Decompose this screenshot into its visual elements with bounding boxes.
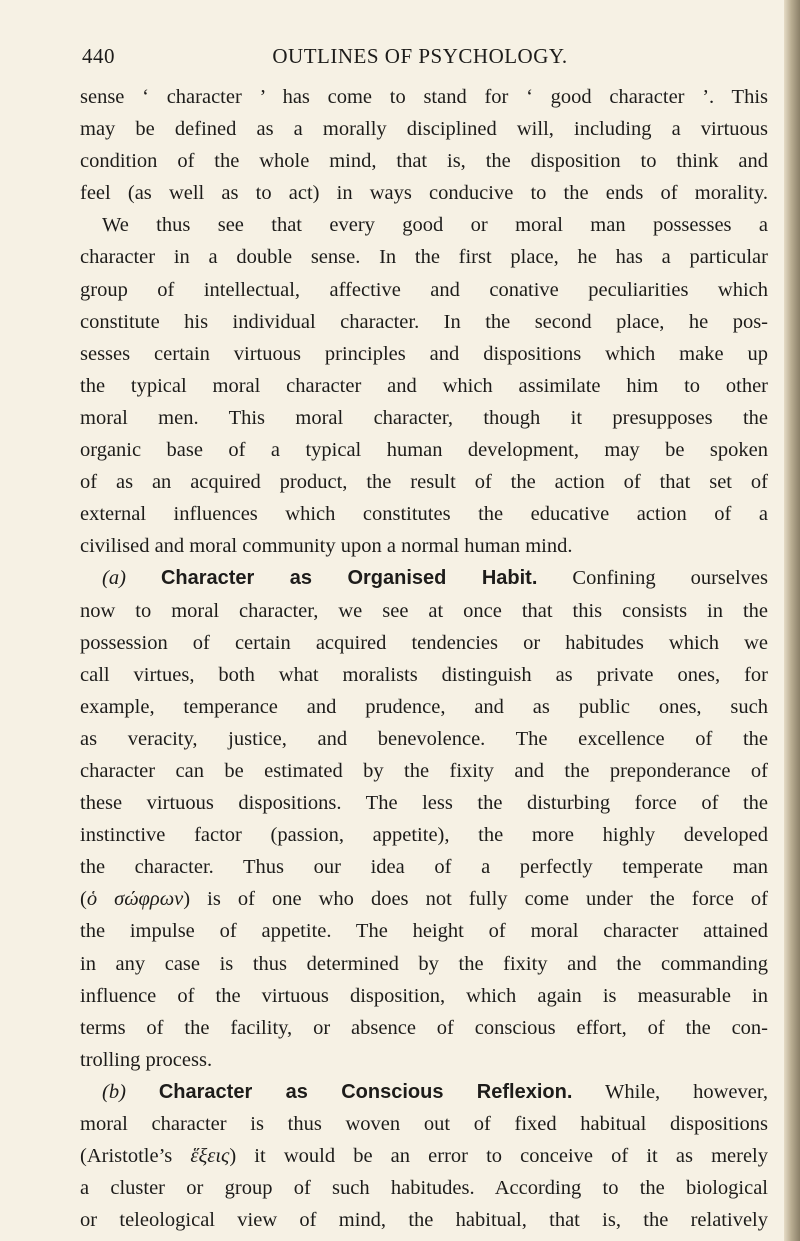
- text-line: civilised and moral community upon a normal human mind.: [80, 535, 573, 558]
- text-line: character in a double sense. In the first place, he has a particular: [80, 246, 768, 269]
- text-line: in any case is thus determined by the fixity and the commanding: [80, 952, 768, 975]
- text-line: constitute his individual character. In the second place, he pos-: [80, 310, 768, 333]
- text-line: these virtuous dispositions. The less the disturbing force of the: [80, 792, 768, 815]
- text-line: sesses certain virtuous principles and dispositions which make up: [80, 342, 768, 365]
- section-text-a: Confining ourselves: [572, 567, 769, 590]
- running-head: OUTLINES OF PSYCHOLOGY.: [272, 44, 568, 68]
- greek-line: [80, 883, 768, 915]
- greek-word: ὁ σώφρων: [86, 888, 184, 911]
- text-line: condition of the whole mind, that is, the disposition to think and: [80, 150, 768, 173]
- text-line: sense ‘ character ’ has come to stand for ‘ good character ’. This: [80, 86, 768, 108]
- page-edge-shadow: [784, 0, 800, 1241]
- text-line: feel (as well as to act) in ways conducive to the ends of morality.: [80, 182, 768, 205]
- text-line: a cluster or group of such habitudes. According to the biological: [80, 1177, 768, 1200]
- text-line: may be defined as a morally disciplined will, including a virtuous: [80, 118, 768, 141]
- text-line: or teleological view of mind, the habitual, that is, the relatively: [80, 1209, 768, 1232]
- greek-line-after: ) is of one who does not fully come under the force of: [183, 888, 769, 911]
- text-line: character can be estimated by the fixity and the preponderance of: [80, 759, 768, 782]
- greek-line: [80, 1140, 768, 1172]
- text-line: moral character is thus woven out of fixed habitual dispositions: [80, 1113, 768, 1135]
- text-line: moral men. This moral character, though it presupposes the: [80, 406, 768, 429]
- text-line: of as an acquired product, the result of the action of that set of: [80, 471, 768, 494]
- text-line: call virtues, both what moralists distinguish as private ones, for: [80, 663, 768, 686]
- text-line: now to moral character, we see at once that this consists in the: [80, 599, 768, 622]
- section-heading-b: Character as Conscious Reflexion.: [158, 1080, 573, 1103]
- page-header: [78, 44, 762, 74]
- greek-line-before: (: [80, 888, 87, 911]
- page-number: 440: [82, 44, 115, 68]
- text-line: the character. Thus our idea of a perfectly temperate man: [80, 856, 768, 879]
- section-mark-a: (a): [102, 567, 126, 590]
- greek-line-before: (Aristotle’s: [80, 1145, 173, 1168]
- text-line: as veracity, justice, and benevolence. The excellence of the: [80, 727, 768, 750]
- text-line: organic base of a typical human development, may be spoken: [80, 439, 768, 462]
- text-line: influence of the virtuous disposition, which again is measurable in: [80, 984, 768, 1007]
- section-text-b: While, however,: [604, 1080, 769, 1103]
- text-line: We thus see that every good or moral man possesses a: [102, 214, 768, 237]
- section-heading-a: Character as Organised Habit.: [160, 567, 538, 590]
- text-line: external influences which constitutes the educative action of a: [80, 503, 768, 526]
- greek-line-after: ) it would be an error to conceive of it as merely: [229, 1145, 769, 1168]
- section-heading-line-a: [80, 562, 768, 594]
- greek-word: ἕξεις: [190, 1145, 230, 1168]
- section-heading-line-b: [80, 1076, 768, 1108]
- text-line: trolling process.: [80, 1048, 213, 1071]
- text-line: possession of certain acquired tendencies or habitudes which we: [80, 631, 768, 654]
- section-mark-b: (b): [102, 1080, 126, 1103]
- body-text: [80, 81, 768, 1236]
- text-line: terms of the facility, or absence of conscious effort, of the con-: [80, 1016, 768, 1039]
- text-line: the typical moral character and which assimilate him to other: [80, 374, 768, 397]
- text-line: example, temperance and prudence, and as public ones, such: [80, 695, 768, 718]
- text-line: instinctive factor (passion, appetite), the more highly developed: [80, 824, 768, 847]
- text-line: group of intellectual, affective and conative peculiarities which: [80, 278, 768, 301]
- text-line: the impulse of appetite. The height of moral character attained: [80, 920, 768, 943]
